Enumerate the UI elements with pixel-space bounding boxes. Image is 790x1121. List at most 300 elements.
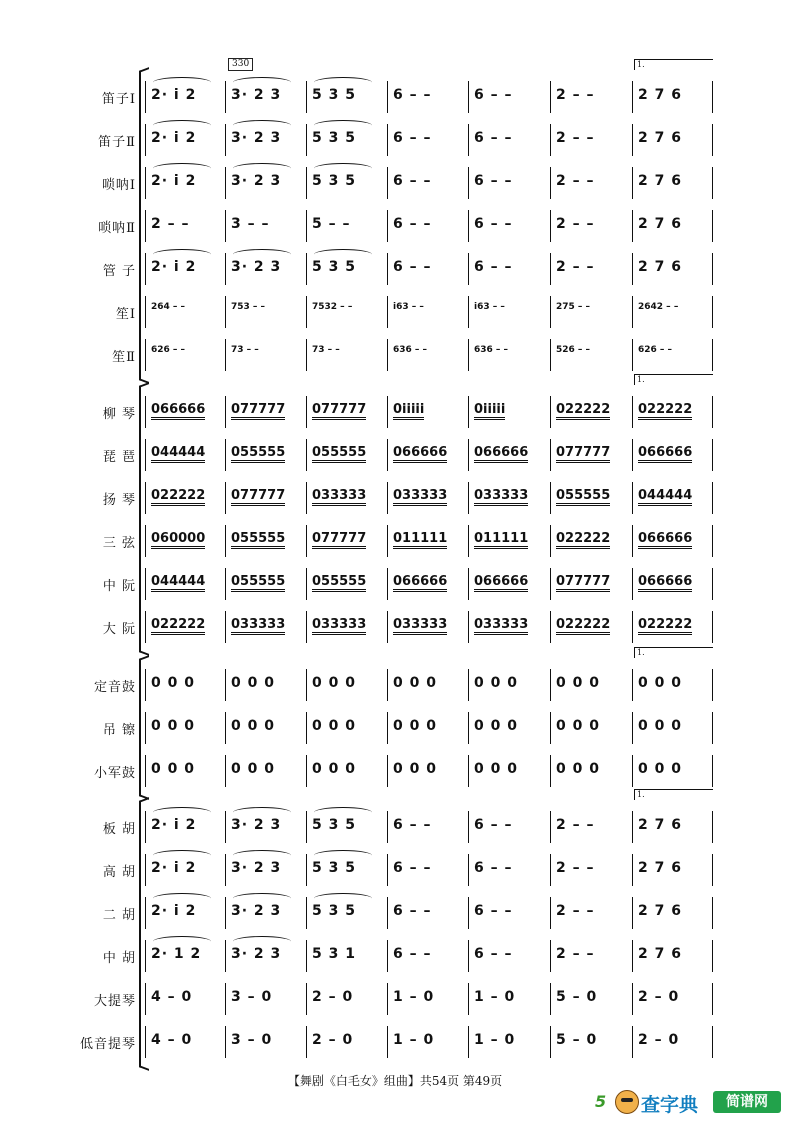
measure-notes: 6 – – [474, 860, 513, 876]
slur [233, 850, 291, 861]
staff-row [0, 204, 790, 246]
measure-notes: 022222 [638, 617, 692, 635]
measure-notes: 022222 [638, 402, 692, 420]
measure [145, 75, 225, 117]
instrument-name: 唢呐Ⅱ [98, 221, 136, 236]
slur [314, 249, 372, 260]
measure [632, 977, 712, 1019]
measure [145, 519, 225, 561]
slur [153, 850, 211, 861]
barline [712, 811, 713, 843]
measure [306, 562, 387, 604]
measure-notes: 066666 [638, 531, 692, 549]
slur [153, 807, 211, 818]
measure-notes: 033333 [474, 617, 528, 635]
measure-notes: 033333 [312, 488, 366, 506]
measure [306, 204, 387, 246]
barline [712, 339, 713, 371]
measure-notes: 6 – – [393, 259, 432, 275]
measure [632, 290, 712, 332]
measure [145, 476, 225, 518]
measure [632, 476, 712, 518]
staff-row [0, 390, 790, 432]
measure [550, 562, 632, 604]
measure-notes: 73 – – [312, 345, 340, 355]
staff-row [0, 433, 790, 475]
volta-bracket [634, 374, 713, 385]
instrument-name: 琵 琶 [102, 450, 136, 465]
measure [225, 749, 306, 791]
measure [550, 390, 632, 432]
measure [145, 290, 225, 332]
slur [233, 249, 291, 260]
measure-notes: 2 7 6 [638, 946, 682, 962]
measure [468, 891, 550, 933]
measure [145, 848, 225, 890]
measure-notes: 077777 [312, 531, 366, 549]
staff-row [0, 247, 790, 289]
instrument-name: 唢呐Ⅰ [101, 178, 136, 193]
measure [632, 433, 712, 475]
measure [632, 75, 712, 117]
measure [387, 562, 468, 604]
measure [306, 605, 387, 647]
volta-bracket [634, 647, 713, 658]
measure-notes: 022222 [151, 488, 205, 506]
measure-notes: 066666 [474, 574, 528, 592]
system-plucked [0, 375, 790, 648]
measure [387, 1020, 468, 1062]
measure-notes: 2· 1 2 [151, 946, 202, 962]
measure-notes: 066666 [638, 445, 692, 463]
measure [225, 706, 306, 748]
barline [712, 1026, 713, 1058]
measure-notes: 0iiiii [393, 402, 424, 420]
measure-notes: 2 – – [556, 903, 595, 919]
measure [225, 891, 306, 933]
measure-notes: 066666 [151, 402, 205, 420]
barline [712, 525, 713, 557]
measure [632, 161, 712, 203]
slur [314, 807, 372, 818]
measure-notes: 2 7 6 [638, 130, 682, 146]
measure-notes: 3 – – [231, 216, 270, 232]
measure-notes: 033333 [393, 488, 447, 506]
measure-notes: 6 – – [474, 173, 513, 189]
measure-notes: 5 – – [312, 216, 351, 232]
instrument-name: 三 弦 [102, 536, 136, 551]
staff-row [0, 1020, 790, 1062]
measure-notes: 033333 [312, 617, 366, 635]
barline [712, 983, 713, 1015]
watermark-logo [595, 1090, 785, 1116]
staff-row [0, 519, 790, 561]
measure-notes: 2 7 6 [638, 860, 682, 876]
staff-row [0, 562, 790, 604]
measure-notes: 3· 2 3 [231, 259, 282, 275]
measure [306, 390, 387, 432]
measure-notes: 275 – – [556, 302, 591, 312]
measure [468, 519, 550, 561]
page-footer: 【舞剧《白毛女》组曲】共54页 第49页 [287, 1074, 503, 1088]
staff-row [0, 848, 790, 890]
measure [387, 977, 468, 1019]
measure-notes: 264 – – [151, 302, 186, 312]
measure [225, 519, 306, 561]
measure-notes: 2 – 0 [312, 1032, 354, 1048]
measure [632, 934, 712, 976]
measure-notes: 055555 [312, 445, 366, 463]
measure [387, 519, 468, 561]
measure-notes: 0 0 0 [151, 761, 195, 777]
measure [468, 562, 550, 604]
system-percussion [0, 648, 790, 792]
measure [145, 605, 225, 647]
measure [145, 663, 225, 705]
measure-notes: 055555 [231, 445, 285, 463]
measure-notes: 5 – 0 [556, 989, 598, 1005]
measure-notes: 022222 [556, 402, 610, 420]
volta-bracket [634, 789, 713, 800]
measure-notes: 077777 [231, 402, 285, 420]
measure-notes: 6 – – [474, 903, 513, 919]
measure-notes: 636 – – [393, 345, 428, 355]
measure-notes: 011111 [474, 531, 528, 549]
instrument-name: 扬 琴 [102, 493, 136, 508]
measure-notes: 1 – 0 [474, 1032, 516, 1048]
staff-row [0, 118, 790, 160]
measure-notes: 022222 [556, 617, 610, 635]
measure-notes: 066666 [393, 574, 447, 592]
watermark-prefix: 5 [595, 1092, 607, 1111]
measure-notes: i63 – – [393, 302, 424, 312]
measure [225, 934, 306, 976]
measure [306, 1020, 387, 1062]
measure [468, 204, 550, 246]
instrument-name: 吊 镲 [102, 723, 136, 738]
measure [306, 247, 387, 289]
barline [712, 210, 713, 242]
measure-notes: 2 7 6 [638, 817, 682, 833]
measure [387, 805, 468, 847]
staff-row [0, 75, 790, 117]
measure-notes: 1 – 0 [474, 989, 516, 1005]
measure [468, 75, 550, 117]
measure [468, 433, 550, 475]
measure-notes: 2 – – [556, 946, 595, 962]
measure-notes: 0 0 0 [151, 675, 195, 691]
measure [632, 562, 712, 604]
measure-notes: 077777 [556, 574, 610, 592]
measure [306, 749, 387, 791]
measure [145, 1020, 225, 1062]
measure-notes: 077777 [312, 402, 366, 420]
measure [306, 476, 387, 518]
measure [225, 118, 306, 160]
measure-notes: 6 – – [474, 87, 513, 103]
staff-row [0, 749, 790, 791]
measure [306, 706, 387, 748]
measure-notes: 2 – 0 [638, 989, 680, 1005]
measure-notes: 2 – – [556, 130, 595, 146]
slur [233, 807, 291, 818]
staff-row [0, 706, 790, 748]
measure [632, 749, 712, 791]
measure-notes: 0 0 0 [474, 761, 518, 777]
measure [145, 749, 225, 791]
barline [712, 568, 713, 600]
measure-notes: 6 – – [393, 860, 432, 876]
measure-notes: 626 – – [638, 345, 673, 355]
staff-row [0, 934, 790, 976]
measure [468, 977, 550, 1019]
slur [233, 893, 291, 904]
measure [632, 891, 712, 933]
measure-notes: 2· i 2 [151, 860, 197, 876]
measure-notes: 2 7 6 [638, 173, 682, 189]
volta-label: 1. [637, 60, 645, 69]
barline [712, 439, 713, 471]
measure [387, 605, 468, 647]
measure [225, 605, 306, 647]
measure [145, 204, 225, 246]
measure-notes: 7532 – – [312, 302, 353, 312]
instrument-name: 笛子Ⅰ [101, 92, 136, 107]
staff-row [0, 891, 790, 933]
measure [145, 161, 225, 203]
measure-notes: 0 0 0 [474, 718, 518, 734]
instrument-name: 低音提琴 [79, 1037, 136, 1052]
slur [314, 77, 372, 88]
measure [387, 433, 468, 475]
measure-notes: 044444 [151, 445, 205, 463]
measure [306, 805, 387, 847]
measure [225, 333, 306, 375]
measure [468, 290, 550, 332]
measure [387, 390, 468, 432]
measure-notes: 0 0 0 [556, 718, 600, 734]
measure [468, 934, 550, 976]
measure [550, 75, 632, 117]
measure-notes: 044444 [638, 488, 692, 506]
measure [468, 1020, 550, 1062]
measure-notes: 3· 2 3 [231, 817, 282, 833]
measure-notes: 6 – – [393, 173, 432, 189]
measure [550, 706, 632, 748]
staff-row [0, 605, 790, 647]
measure [550, 1020, 632, 1062]
measure [550, 805, 632, 847]
measure [550, 749, 632, 791]
measure [225, 75, 306, 117]
measure-notes: 6 – – [474, 216, 513, 232]
measure [306, 934, 387, 976]
measure [632, 605, 712, 647]
measure-notes: 055555 [556, 488, 610, 506]
measure [145, 562, 225, 604]
instrument-name: 板 胡 [102, 822, 136, 837]
measure [225, 204, 306, 246]
measure [306, 118, 387, 160]
slur [233, 120, 291, 131]
measure-notes: 2 – – [556, 860, 595, 876]
measure-notes: 0 0 0 [312, 675, 356, 691]
measure-notes: 3 – 0 [231, 1032, 273, 1048]
measure [387, 749, 468, 791]
measure [632, 333, 712, 375]
measure [550, 519, 632, 561]
instrument-name: 大提琴 [93, 994, 136, 1009]
measure [550, 605, 632, 647]
measure [468, 247, 550, 289]
barline [712, 940, 713, 972]
measure [387, 848, 468, 890]
measure-notes: 0 0 0 [474, 675, 518, 691]
measure-notes: 6 – – [474, 946, 513, 962]
measure-notes: 2 – – [556, 259, 595, 275]
measure-notes: 060000 [151, 531, 205, 549]
measure-notes: 5 3 5 [312, 259, 356, 275]
measure [468, 333, 550, 375]
measure [387, 290, 468, 332]
staff-row [0, 805, 790, 847]
measure-notes: 3 – 0 [231, 989, 273, 1005]
measure [225, 390, 306, 432]
measure-notes: 0 0 0 [312, 761, 356, 777]
staff-row [0, 977, 790, 1019]
measure [468, 706, 550, 748]
measure [306, 977, 387, 1019]
measure-notes: 2 – – [556, 216, 595, 232]
measure [225, 805, 306, 847]
barline [712, 81, 713, 113]
slur [314, 163, 372, 174]
volta-label: 1. [637, 648, 645, 657]
measure-notes: 077777 [556, 445, 610, 463]
measure [632, 706, 712, 748]
measure [387, 118, 468, 160]
measure-notes: 066666 [638, 574, 692, 592]
measure [550, 118, 632, 160]
measure-notes: 5 – 0 [556, 1032, 598, 1048]
measure-notes: 2· i 2 [151, 87, 197, 103]
barline [712, 854, 713, 886]
measure [468, 161, 550, 203]
measure-notes: 6 – – [393, 817, 432, 833]
measure-notes: 055555 [231, 531, 285, 549]
measure-notes: 6 – – [474, 259, 513, 275]
measure [306, 161, 387, 203]
measure-notes: 022222 [556, 531, 610, 549]
measure-notes: 2 7 6 [638, 216, 682, 232]
measure-notes: 6 – – [393, 87, 432, 103]
measure [225, 161, 306, 203]
measure-notes: 0 0 0 [393, 761, 437, 777]
slur [153, 249, 211, 260]
measure [632, 805, 712, 847]
slur [233, 163, 291, 174]
measure [632, 247, 712, 289]
measure [550, 161, 632, 203]
measure [306, 333, 387, 375]
slur [153, 163, 211, 174]
measure [632, 519, 712, 561]
measure-notes: 0iiiii [474, 402, 505, 420]
measure [468, 663, 550, 705]
barline [712, 611, 713, 643]
measure-notes: 3· 2 3 [231, 946, 282, 962]
measure [468, 749, 550, 791]
measure-notes: 033333 [474, 488, 528, 506]
measure-notes: 2642 – – [638, 302, 679, 312]
measure-notes: 2 7 6 [638, 259, 682, 275]
measure-notes: 0 0 0 [151, 718, 195, 734]
barline [712, 167, 713, 199]
instrument-name: 二 胡 [102, 908, 136, 923]
measure-notes: 3· 2 3 [231, 860, 282, 876]
measure-notes: 526 – – [556, 345, 591, 355]
measure-notes: 033333 [231, 617, 285, 635]
measure [468, 476, 550, 518]
barline [712, 396, 713, 428]
measure [145, 333, 225, 375]
measure [145, 390, 225, 432]
measure-notes: 2 – – [556, 87, 595, 103]
measure-notes: 2 – – [556, 173, 595, 189]
measure-notes: 4 – 0 [151, 1032, 193, 1048]
staff-row [0, 161, 790, 203]
measure-notes: 5 3 5 [312, 130, 356, 146]
measure-notes: 066666 [474, 445, 528, 463]
measure-notes: 066666 [393, 445, 447, 463]
measure-notes: 2· i 2 [151, 817, 197, 833]
measure [387, 333, 468, 375]
instrument-name: 定音鼓 [93, 680, 136, 695]
measure-notes: 055555 [231, 574, 285, 592]
measure-notes: 2 – 0 [638, 1032, 680, 1048]
measure [632, 118, 712, 160]
measure-notes: 0 0 0 [312, 718, 356, 734]
measure [632, 390, 712, 432]
measure [306, 663, 387, 705]
measure [468, 390, 550, 432]
measure-notes: 4 – 0 [151, 989, 193, 1005]
volta-bracket [634, 59, 713, 70]
rehearsal-mark: 330 [228, 58, 253, 71]
measure-notes: 636 – – [474, 345, 509, 355]
measure [550, 290, 632, 332]
measure [468, 605, 550, 647]
measure [225, 476, 306, 518]
measure [387, 663, 468, 705]
measure [225, 562, 306, 604]
measure [225, 1020, 306, 1062]
measure [145, 805, 225, 847]
measure-notes: 2· i 2 [151, 130, 197, 146]
measure [632, 1020, 712, 1062]
slur [153, 77, 211, 88]
measure-notes: 2 – – [556, 817, 595, 833]
instrument-name: 高 胡 [102, 865, 136, 880]
measure-notes: 0 0 0 [231, 675, 275, 691]
measure-notes: 022222 [151, 617, 205, 635]
measure-notes: 753 – – [231, 302, 266, 312]
measure-notes: 626 – – [151, 345, 186, 355]
measure [550, 663, 632, 705]
measure [550, 476, 632, 518]
measure-notes: 0 0 0 [638, 718, 682, 734]
measure-notes: 5 3 5 [312, 817, 356, 833]
